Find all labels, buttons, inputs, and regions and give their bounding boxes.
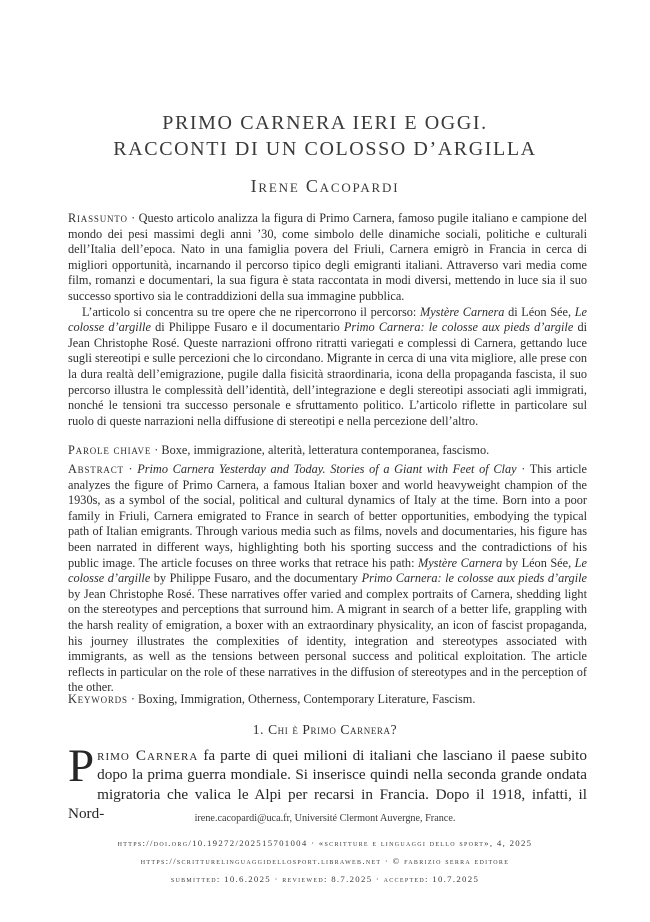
riassunto-paragraph-1 [68,211,587,305]
abstract-text-e: by Philippe Fusaro, and the documentary [150,571,362,586]
parole-chiave-text: Boxe, immigrazione, alterità, letteratura contemporanea, fascismo. [161,443,490,457]
parole-chiave-block [68,443,587,459]
riassunto-label: Riassunto [68,211,128,225]
parole-chiave-separator: · [151,443,162,457]
work-title-colosse-argille: Le colosse d’argille [68,304,587,335]
riassunto-text-2g: di Jean Christophe Rosé. Queste narrazioni offrono ritratti variegati e complessi di Carnera, gettando luce sugli stereotipi e sulle percezioni che lo circondano. Migrante in cerca di una vita migliore, alle prese con la dura realtà dell’emigrazione, pugile dalla fisicità straordinaria, icona della propaganda fascista, il suo percorso illustra le complessità dell’identità, dell’integrazione e degli stereotipi associati agli immigrati, nonché le tensioni tra successo personale e sfruttamento politico. L’articolo riflette in particolare sul ruolo di queste narrazioni nella diffusione di stereotipi e nella percezione dell’altro. [68,320,588,428]
body-paragraph [68,740,587,824]
lead-in-small-caps: rimo Carnera [97,747,199,764]
abstract-block [68,462,587,696]
riassunto-text-2c: di Léon Sée, [504,304,575,319]
keywords-label: Keywords [68,692,128,706]
author-footnote: irene.cacopardi@uca.fr, Université Clermont Auvergne, France. [194,813,456,824]
work-title-documentary: Primo Carnera: le colosse aux pieds d’argile [343,320,574,335]
body-text: fa parte di quei milioni di italiani che lasciano il paese subito dopo la prima guerra mondiale. Si inserisce quindi nella seconda grande ondata migratoria che valica le Alpi per recarsi in Francia. Dopo il 1918, infatti, il Nord- [68,747,587,823]
doi-line: https://doi.org/10.19272/202515701004 · «scritture e linguaggi dello sport», 4, 2025 [117,838,533,848]
riassunto-text-2e: di Philippe Fusaro e il documentario [150,320,344,335]
section-heading: 1. Chi è Primo Carnera? [252,722,398,737]
parole-chiave-label: Parole chiave [68,443,152,457]
abstract-separator-2: · [516,462,530,476]
keywords-text: Boxing, Immigration, Otherness, Contemporary Literature, Fascism. [138,692,476,706]
dates-line: submitted: 10.6.2025 · reviewed: 8.7.2025 · accepted: 10.7.2025 [170,874,480,884]
abstract-english-title: Primo Carnera Yesterday and Today. Stories of a Giant with Feet of Clay [137,462,517,476]
riassunto-text-1: Questo articolo analizza la figura di Primo Carnera, famoso pugile italiano e campione del mondo dei pesi massimi degli anni ’30, come simbolo delle dinamiche sociali, politiche e culturali dell’Italia dell’epoca. Nato in una famiglia povera del Friuli, Carnera emigrò in Francia in cerca di migliori opportunità, incarnando il percorso tipico degli emigranti italiani. Attraverso vari media come film, romanzi e documentari, la sua figura è stata raccontata in modi diversi, mettendo in luce sia il suo successo sportivo sia le contraddizioni della sua immagine pubblica. [68,211,587,303]
work-title-mystere-carnera: Mystère Carnera [419,304,505,319]
article-title-line-1: PRIMO CARNERA IERI E OGGI. [162,112,488,134]
drop-cap: P [68,740,95,792]
riassunto-separator: · [127,211,139,225]
abstract-text-g: by Jean Christophe Rosé. These narratives offer varied and complex portraits of Carnera, shedding light on the stereotypes and perceptions that surround him. A migrant in search of a better life, grappling with the harsh reality of emigration, a boxer with an extraordinary physicality, an icon of fascist propaganda, his journey illustrates the complexities of identity, integration and stereotypes associated with immigrants, as well as the tensions between personal success and political exploitation. The article reflects in particular on the role of these narratives in the diffusion of stereotypes and in the perception of the other. [68,586,587,695]
article-title-line-2: RACCONTI DI UN COLOSSO D’ARGILLA [113,138,537,160]
abstract-work-documentary: Primo Carnera: le colosse aux pieds d’argile [361,571,587,586]
keywords-separator: · [127,692,139,706]
keywords-block [68,692,587,708]
riassunto-block [68,211,587,429]
riassunto-text-2a: L’articolo si concentra su tre opere che ne ripercorrono il percorso: [82,304,420,319]
abstract-text-a: This article analyzes the figure of Primo Carnera, a famous Italian boxer and world heavyweight champion of the 1930s, as a symbol of the social, political and cultural dynamics of Italy at the time. Born into a poor family in Friuli, Carnera emigrated to France in search of better opportunities, embodying the typical path of Italian emigrants. Through various media such as films, novels and documentaries, his figure has been narrated in different ways, highlighting both his sporting success and the contradictions of his public image. The article focuses on three works that retrace his path: [68,462,588,570]
abstract-separator: · [123,462,138,476]
abstract-text-c: by Léon Sée, [502,555,575,570]
author-name: Irene Cacopardi [250,176,400,196]
riassunto-paragraph-2 [68,305,587,430]
abstract-work-colosse-argille: Le colosse d’argille [68,555,587,586]
abstract-work-mystere-carnera: Mystère Carnera [417,555,503,570]
publisher-line: https://scritturelinguaggidellosport.libraweb.net · © fabrizio serra editore [140,856,510,866]
abstract-label: Abstract [68,462,124,476]
